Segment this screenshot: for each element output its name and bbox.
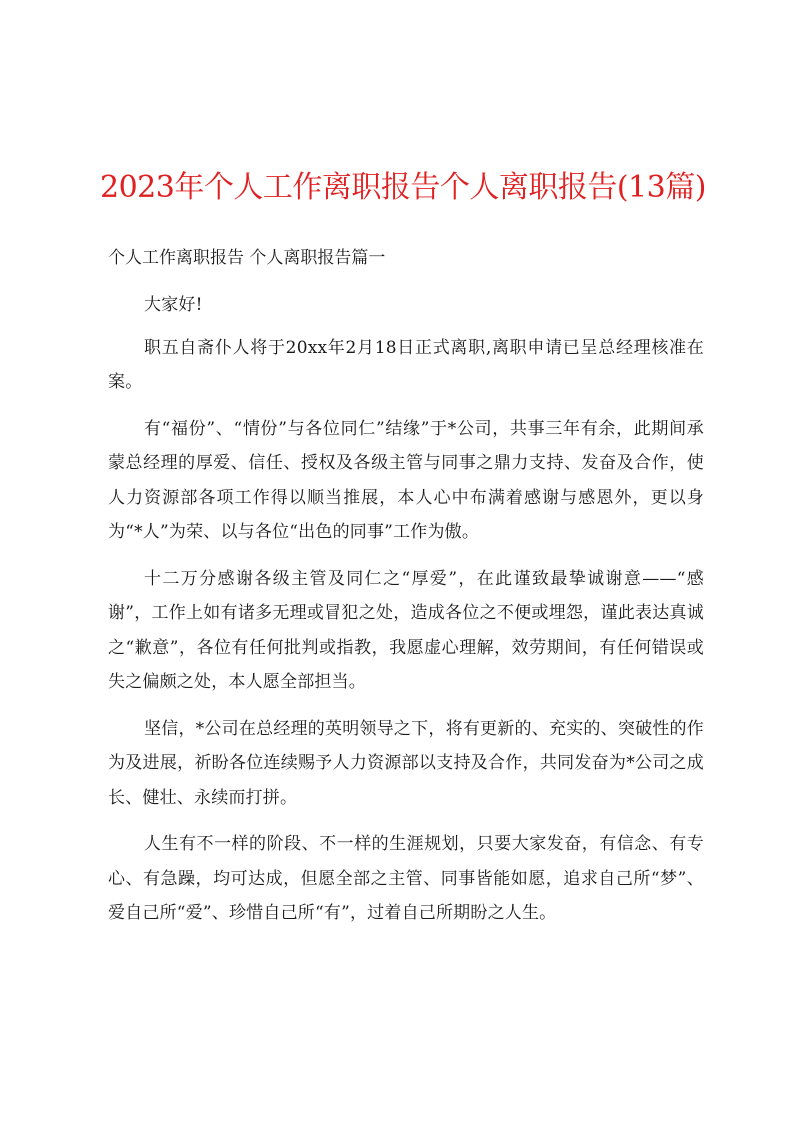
body-paragraph-5: 人生有不一样的阶段、不一样的生涯规划，只要大家发奋，有信念、有专心、有急躁，均可达成，但愿全部之主管、同事皆能如愿，追求自己所“梦”、爱自己所“爱”、珍惜自己所“有”，过着自己所期盼之人生。 — [108, 834, 704, 923]
greeting-paragraph: 大家好! — [144, 295, 203, 315]
section-heading: 个人工作离职报告 个人离职报告篇一 — [108, 248, 386, 268]
body-paragraph-2: 有“福份”、“情份”与各位同仁”结缘”于*公司，共事三年有余，此期间承蒙总经理的厚爱、信任、授权及各级主管与同事之鼎力支持、发奋及合作，使人力资源部各项工作得以顺当推展，本人心中布满着感谢与感恩外，更以身为“*人”为荣、以与各位“出色的同事”工作为傲。 — [108, 418, 704, 542]
document-body — [108, 288, 704, 943]
document-title: 2023年个人工作离职报告个人离职报告(13篇) — [100, 170, 706, 205]
body-paragraph-3: 十二万分感谢各级主管及同仁之“厚爱”，在此谨致最挚诚谢意——“感谢”，工作上如有诸多无理或冒犯之处，造成各位之不便或埋怨，谨此表达真诚之“歉意”，各位有任何批判或指教，我愿虚心理解，效劳期间，有任何错误或失之偏颇之处，本人愿全部担当。 — [108, 568, 704, 692]
body-paragraph-4: 坚信，*公司在总经理的英明领导之下，将有更新的、充实的、突破性的作为及进展，祈盼各位连续赐予人力资源部以支持及合作，共同发奋为*公司之成长、健壮、永续而打拼。 — [108, 718, 704, 808]
body-paragraph-1: 职五自斋仆人将于20xx年2月18日正式离职,离职申请已呈总经理核准在案。 — [108, 337, 704, 392]
